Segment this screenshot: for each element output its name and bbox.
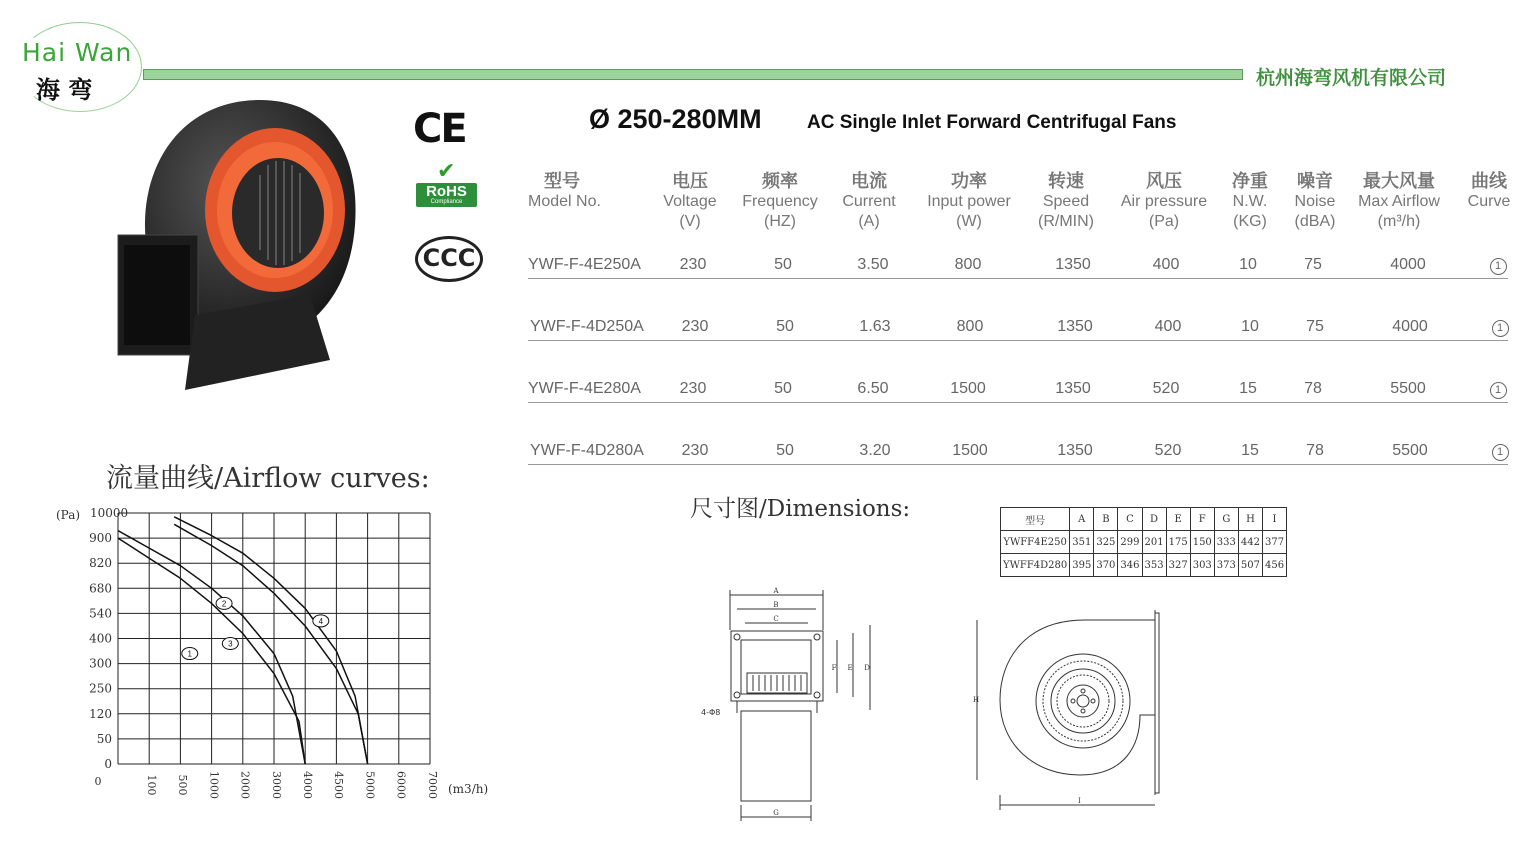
fan-product-image: [110, 95, 360, 395]
spec-value: 10: [1241, 318, 1259, 335]
spec-header-cn: 噪音: [1297, 171, 1333, 191]
dimension-cell: 299: [1118, 531, 1142, 554]
dimension-cell: A: [1070, 508, 1094, 531]
spec-header-en: Curve: [1467, 193, 1511, 210]
spec-value: 1350: [1057, 318, 1093, 335]
dimension-cell: D: [1142, 508, 1166, 531]
spec-value: 1350: [1055, 380, 1091, 397]
table-row: [528, 380, 1508, 403]
dimension-cell: YWFF4D280: [1001, 554, 1070, 577]
dimension-cell: 175: [1166, 531, 1190, 554]
label-h: H: [973, 696, 980, 704]
spec-header-cn: 电压: [672, 171, 708, 191]
table-row: [528, 318, 1508, 341]
dimension-cell: 327: [1166, 554, 1190, 577]
curve-number: [1488, 380, 1508, 399]
spec-value: 50: [776, 318, 794, 335]
dimension-cell: 201: [1142, 531, 1166, 554]
spec-value: 4000: [1390, 256, 1426, 273]
model-number: YWF-F-4D280A: [530, 442, 644, 459]
y-tick-label: 820: [89, 556, 112, 571]
spec-value: 1350: [1055, 256, 1091, 273]
dimension-cell: H: [1238, 508, 1262, 531]
logo-text-en: Hai Wan: [22, 38, 133, 67]
spec-header-1: [659, 171, 721, 232]
spec-value: 230: [679, 380, 707, 397]
y-tick-label: 680: [89, 581, 112, 596]
spec-value: 78: [1304, 380, 1322, 397]
spec-value: 5500: [1390, 380, 1426, 397]
spec-value: 6.50: [857, 380, 889, 397]
label-d: D: [864, 664, 870, 672]
dimension-cell: 377: [1262, 531, 1286, 554]
model-number: YWF-F-4D250A: [530, 318, 644, 335]
spec-value: 230: [681, 318, 709, 335]
dimension-cell: 507: [1238, 554, 1262, 577]
dimension-cell: 353: [1142, 554, 1166, 577]
logo-text-cn: 海 弯: [36, 75, 93, 104]
spec-header-8: [1290, 171, 1340, 232]
dimension-cell: 346: [1118, 554, 1142, 577]
spec-header-en: Air pressure: [1120, 193, 1208, 210]
spec-value: 15: [1239, 380, 1257, 397]
spec-value: 400: [1152, 256, 1180, 273]
spec-value: 1500: [952, 442, 988, 459]
x-tick-label: 100: [145, 774, 158, 796]
company-name: 杭州海弯风机有限公司: [1256, 67, 1447, 89]
table-row: [528, 442, 1508, 465]
model-number: YWF-F-4E250A: [528, 256, 641, 273]
spec-header-cn: 频率: [762, 171, 798, 191]
dimension-cell: E: [1166, 508, 1190, 531]
y-tick-label: 50: [96, 731, 112, 746]
spec-header-en: Current: [842, 193, 896, 210]
x-tick-label: 4000: [301, 771, 314, 799]
ce-mark: CE: [413, 106, 466, 152]
x-tick-label: 3000: [269, 771, 283, 799]
spec-header-en: Max Airflow: [1358, 193, 1440, 210]
model-number: YWF-F-4E280A: [528, 380, 641, 397]
spec-value: 1350: [1057, 442, 1093, 459]
x-tick-label: 1000: [207, 771, 221, 799]
side-view-drawing: [965, 605, 1165, 815]
curve-number: [1490, 442, 1510, 461]
check-icon: ✔: [437, 158, 456, 183]
spec-value: 520: [1154, 442, 1182, 459]
spec-value: 78: [1306, 442, 1324, 459]
spec-header-cn: 最大风量: [1363, 171, 1435, 191]
dimension-cell: 373: [1214, 554, 1238, 577]
spec-header-en: Noise: [1294, 193, 1336, 210]
spec-header-en: Input power: [927, 193, 1011, 210]
curve-number-badge: 1: [1490, 258, 1507, 275]
dimension-cell: B: [1094, 508, 1118, 531]
dimension-cell: 333: [1214, 531, 1238, 554]
dimension-cell: 型号: [1001, 508, 1070, 531]
spec-header-3: [836, 171, 902, 232]
spec-header-0: [528, 171, 638, 212]
spec-header-en: N.W.: [1232, 193, 1268, 210]
y-tick-label: 900: [89, 531, 112, 546]
dimension-cell: 395: [1070, 554, 1094, 577]
dimension-cell: 370: [1094, 554, 1118, 577]
spec-header-en: Voltage: [663, 193, 717, 210]
dimension-cell: 325: [1094, 531, 1118, 554]
y-tick-label: 400: [89, 631, 112, 646]
spec-header-cn: 风压: [1146, 171, 1182, 191]
spec-value: 75: [1306, 318, 1324, 335]
dimension-cell: 456: [1262, 554, 1286, 577]
x-tick-label: 5000: [363, 771, 377, 799]
y-tick-label: 120: [89, 706, 112, 721]
label-holes: 4-Φ8: [701, 708, 721, 717]
spec-header-cn: 功率: [951, 171, 987, 191]
spec-header-unit: (m³/h): [1377, 213, 1421, 230]
spec-value: 230: [679, 256, 707, 273]
table-row: [1001, 508, 1287, 531]
spec-header-cn: 电流: [851, 171, 887, 191]
dimension-cell: C: [1118, 508, 1142, 531]
product-description: AC Single Inlet Forward Centrifugal Fans: [807, 112, 1177, 133]
dimension-cell: YWFF4E250: [1001, 531, 1070, 554]
spec-header-unit: (V): [679, 213, 701, 230]
spec-header-6: [1113, 171, 1215, 232]
x-tick-label: 500: [176, 774, 190, 796]
curve-number-badge: 1: [1492, 444, 1509, 461]
spec-header-cn: 曲线: [1471, 171, 1507, 191]
x-tick-label: 7000: [425, 771, 439, 799]
x-tick-label: 4500: [332, 771, 346, 799]
spec-value: 800: [956, 318, 984, 335]
size-title: Ø 250-280MM: [589, 104, 762, 134]
dimension-cell: F: [1190, 508, 1214, 531]
spec-header-4: [918, 171, 1020, 232]
spec-header-cn: 型号: [544, 171, 580, 191]
label-c: C: [773, 615, 779, 623]
dimensions-title: 尺寸图/Dimensions:: [690, 496, 911, 522]
curve-label: 3: [228, 639, 233, 649]
dimension-cell: I: [1262, 508, 1286, 531]
rohs-badge: [416, 183, 477, 207]
spec-header-9: [1348, 171, 1450, 232]
ccc-mark: CCC: [415, 236, 483, 282]
curve-number: [1488, 256, 1508, 275]
spec-value: 75: [1304, 256, 1322, 273]
x-tick-label: 6000: [394, 771, 408, 799]
curve-label: 1: [187, 649, 192, 659]
y-tick-label: 0: [104, 757, 112, 771]
spec-header-en: Frequency: [742, 193, 818, 210]
spec-header-unit: (Pa): [1148, 213, 1180, 230]
spec-value: 50: [774, 380, 792, 397]
dimension-cell: G: [1214, 508, 1238, 531]
rohs-sub-label: Compliance: [430, 199, 463, 205]
table-row: [528, 256, 1508, 279]
rohs-label: RoHS: [426, 183, 467, 200]
curve-number: [1490, 318, 1510, 337]
label-e: E: [847, 664, 853, 672]
spec-header-en: Model No.: [528, 193, 601, 210]
spec-header-5: [1030, 171, 1102, 232]
spec-header-unit: (A): [858, 213, 880, 230]
front-view-drawing: [695, 585, 885, 825]
label-f: F: [831, 664, 837, 672]
curve-label: 4: [318, 616, 324, 626]
spec-header-10: [1464, 171, 1514, 212]
spec-header-unit: (W): [956, 213, 982, 230]
spec-value: 5500: [1392, 442, 1428, 459]
spec-value: 10: [1239, 256, 1257, 273]
label-a: A: [773, 587, 779, 595]
spec-value: 1.63: [859, 318, 891, 335]
spec-header-unit: (R/MIN): [1038, 213, 1094, 230]
dimension-table: [1000, 507, 1287, 577]
x-tick-label: 0: [94, 775, 102, 788]
table-row: [1001, 554, 1287, 577]
curve-number-badge: 1: [1490, 382, 1507, 399]
spec-value: 15: [1241, 442, 1259, 459]
spec-value: 50: [774, 256, 792, 273]
spec-value: 400: [1154, 318, 1182, 335]
y-axis-label: (Pa): [56, 508, 81, 522]
spec-header-unit: (dBA): [1294, 213, 1336, 230]
spec-value: 230: [681, 442, 709, 459]
spec-value: 1500: [950, 380, 986, 397]
y-tick-label: 300: [89, 656, 112, 671]
spec-header-2: [737, 171, 823, 232]
spec-value: 3.50: [857, 256, 889, 273]
spec-header-cn: 转速: [1048, 171, 1084, 191]
dimension-cell: 442: [1238, 531, 1262, 554]
table-row: [1001, 531, 1287, 554]
curve-line-4: [174, 517, 367, 764]
dimension-cell: 303: [1190, 554, 1214, 577]
spec-value: 50: [776, 442, 794, 459]
dimension-cell: 150: [1190, 531, 1214, 554]
curve-label: 2: [221, 599, 227, 609]
spec-header-en: Speed: [1042, 193, 1090, 210]
y-tick-label: 250: [89, 681, 112, 696]
spec-header-7: [1228, 171, 1272, 232]
airflow-chart: [50, 500, 500, 810]
header-bar: [143, 69, 1243, 80]
label-i: I: [1078, 797, 1081, 805]
spec-value: 3.20: [859, 442, 891, 459]
label-g: G: [773, 809, 779, 817]
spec-value: 520: [1152, 380, 1180, 397]
curve-line-3: [174, 524, 367, 764]
y-tick-label: 10000: [90, 506, 129, 520]
x-axis-label: (m3/h): [448, 782, 489, 796]
airflow-title: 流量曲线/Airflow curves:: [106, 463, 430, 494]
spec-value: 800: [954, 256, 982, 273]
spec-header-unit: (HZ): [764, 213, 796, 230]
spec-value: 4000: [1392, 318, 1428, 335]
curve-number-badge: 1: [1492, 320, 1509, 337]
y-tick-label: 540: [89, 606, 112, 621]
label-b: B: [773, 601, 779, 609]
dimension-cell: 351: [1070, 531, 1094, 554]
spec-header-cn: 净重: [1232, 171, 1268, 191]
x-tick-label: 2000: [238, 771, 252, 799]
spec-header-unit: (KG): [1233, 213, 1267, 230]
